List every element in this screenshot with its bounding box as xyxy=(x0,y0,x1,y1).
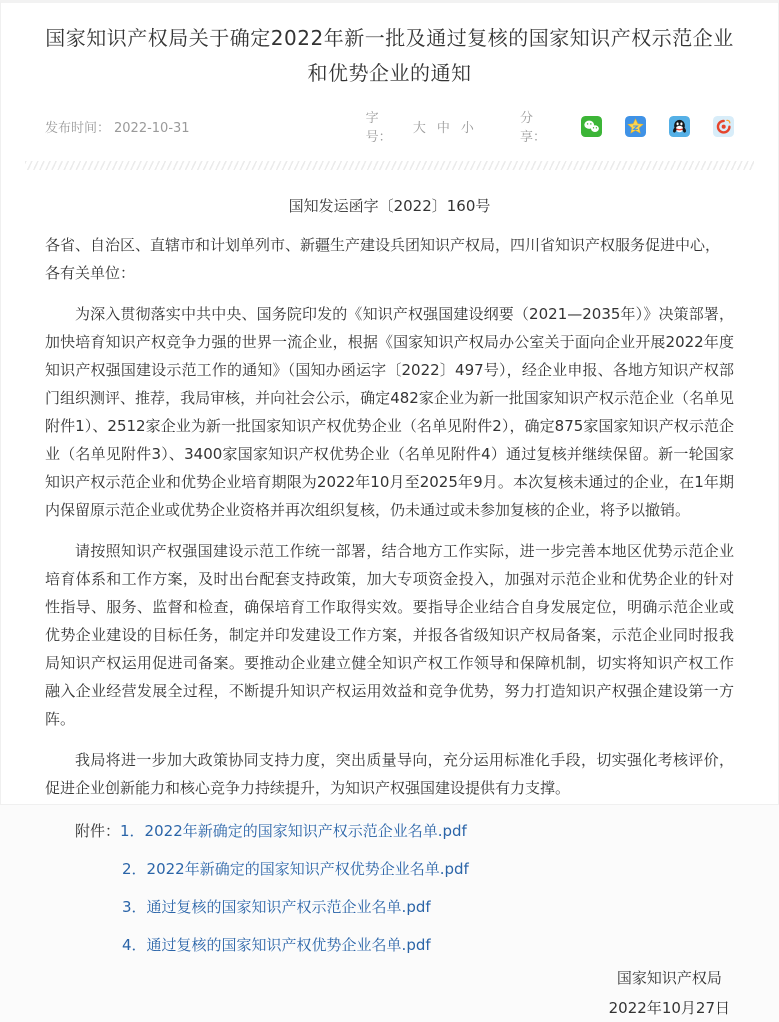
qzone-icon xyxy=(625,116,646,137)
attachment-row xyxy=(75,897,734,918)
share-label: 分享： xyxy=(519,111,546,145)
meta-bar xyxy=(45,107,734,145)
qq-share-button[interactable] xyxy=(669,116,690,137)
share-buttons xyxy=(558,116,734,137)
publish-time-label: 发布时间： xyxy=(45,120,111,136)
hatched-divider xyxy=(25,161,754,170)
attachments-label: 附件： xyxy=(75,822,121,840)
font-size-medium-button[interactable]: 中 xyxy=(436,120,450,136)
attachment-row xyxy=(75,859,734,880)
font-size-large-button[interactable]: 大 xyxy=(412,120,426,136)
attachment-link-2[interactable]: 2．2022年新确定的国家知识产权优势企业名单.pdf xyxy=(122,860,469,878)
publish-time-value: 2022-10-31 xyxy=(114,120,190,136)
body-paragraph: 请按照知识产权强国建设示范工作统一部署，结合地方工作实际，进一步完善本地区优势示范企业培育体系和工作方案，及时出台配套支持政策，加大专项资金投入，加强对示范企业和优势企业的针对性指导、服务、监督和检查，确保培育工作取得实效。要指导企业结合自身发展定位，明确示范企业或优势企业建设的目标任务，制定并印发建设工作方案，并报各省级知识产权局备案，示范企业同时报我局知识产权运用促进司备案。要推动企业建立健全知识产权工作领导和保障机制，切实将知识产权工作融入企业经营发展全过程，不断提升知识产权运用效益和竞争优势，努力打造知识产权强企建设第一方阵。 xyxy=(45,542,734,728)
document-number: 国知发运函字〔2022〕160号 xyxy=(288,197,491,215)
attachments-section xyxy=(75,821,734,956)
font-size-small-button[interactable]: 小 xyxy=(460,120,474,136)
attachment-link-1[interactable]: 1．2022年新确定的国家知识产权示范企业名单.pdf xyxy=(120,822,467,840)
page-title: 国家知识产权局关于确定2022年新一批及通过复核的国家知识产权示范企业和优势企业的通知 xyxy=(45,26,734,85)
weibo-share-button[interactable] xyxy=(713,116,734,137)
issuing-authority: 国家知识产权局 xyxy=(616,969,722,987)
publish-time xyxy=(45,117,190,136)
qzone-share-button[interactable] xyxy=(625,116,646,137)
signature-block xyxy=(45,964,734,1022)
weibo-icon xyxy=(713,116,734,137)
issue-date: 2022年10月27日 xyxy=(608,999,730,1017)
attachment-row xyxy=(75,935,734,956)
attachment-link-3[interactable]: 3．通过复核的国家知识产权示范企业名单.pdf xyxy=(122,898,431,916)
qq-icon xyxy=(669,116,690,137)
font-size-label: 字号： xyxy=(365,111,392,145)
attachment-row xyxy=(75,821,734,842)
font-size-control xyxy=(366,107,474,145)
body-paragraph: 为深入贯彻落实中共中央、国务院印发的《知识产权强国建设纲要（2021—2035年）》决策部署，加快培育知识产权竞争力强的世界一流企业，根据《国家知识产权局办公室关于面向企业开展2022年度知识产权强国建设示范工作的通知》（国知办函运字〔2022〕497号），经企业申报、各地方知识产权部门组织测评、推荐，我局审核，并向社会公示，确定482家企业为新一批国家知识产权示范企业（名单见附件1）、2512家企业为新一批国家知识产权优势企业（名单见附件2），确定875家国家知识产权示范企业（名单见附件3）、3400家国家知识产权优势企业（名单见附件4）通过复核并继续保留。新一轮国家知识产权示范企业和优势企业培育期限为2022年10月至2025年9月。本次复核未通过的企业，在1年期内保留原示范企业或优势企业资格并再次组织复核，仍未通过或未参加复核的企业，将予以撤销。 xyxy=(45,305,734,519)
wechat-share-button[interactable] xyxy=(581,116,602,137)
attachment-link-4[interactable]: 4．通过复核的国家知识产权优势企业名单.pdf xyxy=(122,936,431,954)
addressee-line: 各省、自治区、直辖市和计划单列市、新疆生产建设兵团知识产权局，四川省知识产权服务促进中心，各有关单位： xyxy=(45,236,721,282)
body-paragraph: 我局将进一步加大政策协同支持力度，突出质量导向，充分运用标准化手段，切实强化考核评价，促进企业创新能力和核心竞争力持续提升，为知识产权强国建设提供有力支撑。 xyxy=(45,751,734,797)
wechat-icon xyxy=(581,116,602,137)
